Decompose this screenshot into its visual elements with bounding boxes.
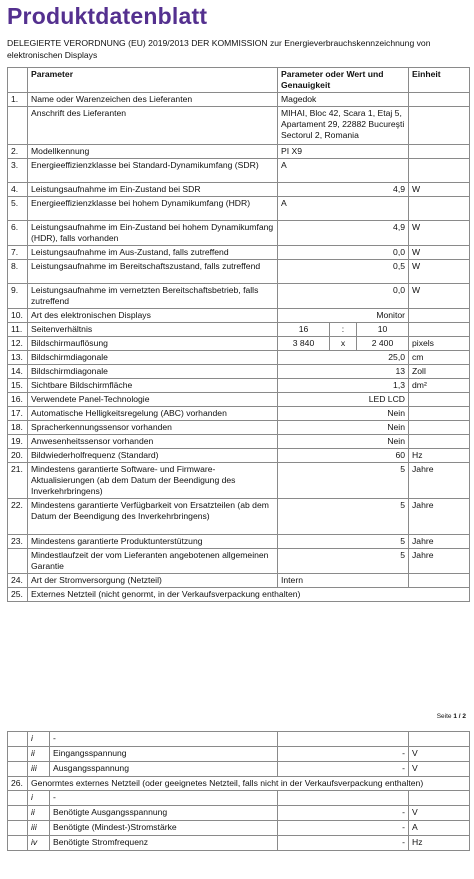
row-number: 4. (8, 183, 28, 197)
row-unit: Jahre (409, 549, 470, 574)
row-number (8, 836, 28, 851)
sub-r: iii (28, 821, 50, 836)
row-number: 2. (8, 145, 28, 159)
sub-r: iv (28, 836, 50, 851)
sub-row (8, 806, 470, 821)
row-unit: pixels (409, 337, 470, 351)
ratio-values (278, 337, 408, 350)
sub-value (278, 732, 409, 747)
row-number: 11. (8, 323, 28, 337)
table-row (8, 260, 470, 284)
page-label: Seite (436, 713, 452, 720)
ratio-values (278, 323, 408, 336)
row-number: 23. (8, 535, 28, 549)
row-number: 22. (8, 499, 28, 535)
sub-value: - (278, 747, 409, 762)
row-number: 1. (8, 93, 28, 107)
table-row (8, 183, 470, 197)
row-parameter: Energieeffizienzklasse bei hohem Dynamikumfang (HDR) (28, 197, 278, 221)
table-row (8, 309, 470, 323)
row-parameter: Automatische Helligkeitsregelung (ABC) vorhanden (28, 407, 278, 421)
row-parameter: Seitenverhältnis (28, 323, 278, 337)
table-row (8, 145, 470, 159)
page-title: Produktdatenblatt (7, 3, 208, 29)
row-parameter: Art des elektronischen Displays (28, 309, 278, 323)
row-number (8, 791, 28, 806)
sub-param: - (50, 732, 278, 747)
sub-r: ii (28, 747, 50, 762)
row-unit: cm (409, 351, 470, 365)
table-row (8, 421, 470, 435)
row-number: 16. (8, 393, 28, 407)
row-unit (409, 574, 470, 588)
row-parameter: Mindestlaufzeit der vom Lieferanten angebotenen allgemeinen Garantie (28, 549, 278, 574)
row-unit: W (409, 221, 470, 246)
row-value: PI X9 (278, 145, 409, 159)
row-unit: Hz (409, 449, 470, 463)
row-parameter: Name oder Warenzeichen des Lieferanten (28, 93, 278, 107)
table-row (8, 407, 470, 421)
product-data-table (7, 67, 470, 602)
regulation-subtitle: DELEGIERTE VERORDNUNG (EU) 2019/2013 DER KOMMISSION zur Energieverbrauchskennzeichnung von elektronischen Displays (7, 38, 431, 60)
row-parameter: Bildschirmauflösung (28, 337, 278, 351)
value-v1: 16 (298, 324, 309, 334)
table-row (8, 535, 470, 549)
value-v2: 10 (377, 324, 388, 334)
row-number: 10. (8, 309, 28, 323)
row-value (278, 337, 409, 351)
row-parameter: Leistungsaufnahme im Bereitschaftszustand, falls zutreffend (28, 260, 278, 284)
sub-value: - (278, 806, 409, 821)
table-row (8, 393, 470, 407)
row-unit: W (409, 260, 470, 284)
header-parameter: Parameter (28, 68, 278, 93)
row-unit: W (409, 246, 470, 260)
table-row (8, 449, 470, 463)
row-unit (409, 159, 470, 183)
row-unit (409, 145, 470, 159)
table-row (8, 777, 470, 791)
row-number (8, 762, 28, 777)
table-row (8, 107, 470, 145)
table-row (8, 365, 470, 379)
row-value: 4,9 (278, 221, 409, 246)
row-unit (409, 393, 470, 407)
power-supply-table (7, 731, 470, 851)
row-number: 17. (8, 407, 28, 421)
sub-row (8, 732, 470, 747)
table-row (8, 221, 470, 246)
row-value: Monitor (278, 309, 409, 323)
row-unit (409, 421, 470, 435)
row-parameter: Anschrift des Lieferanten (28, 107, 278, 145)
sub-param: Ausgangsspannung (50, 762, 278, 777)
row-unit (409, 407, 470, 421)
sub-unit: V (409, 762, 470, 777)
value-sep: : (329, 323, 357, 336)
row-parameter: Verwendete Panel-Technologie (28, 393, 278, 407)
table-row (8, 588, 470, 602)
row-number (8, 107, 28, 145)
sub-row (8, 821, 470, 836)
row-parameter: Mindestens garantierte Verfügbarkeit von Ersatzteilen (ab dem Datum der Beendigung des Inverkehrbringens) (28, 499, 278, 535)
table-row (8, 337, 470, 351)
row-parameter: Bildschirmdiagonale (28, 365, 278, 379)
header-unit: Einheit (409, 68, 470, 93)
row-value: Nein (278, 407, 409, 421)
row-number (8, 821, 28, 836)
sub-unit (409, 732, 470, 747)
table-row (8, 379, 470, 393)
table-row (8, 549, 470, 574)
sub-r: ii (28, 806, 50, 821)
row-unit: Jahre (409, 535, 470, 549)
row-number: 18. (8, 421, 28, 435)
row-unit (409, 323, 470, 337)
sub-unit: A (409, 821, 470, 836)
row-parameter: Spracherkennungssensor vorhanden (28, 421, 278, 435)
row-parameter: Mindestens garantierte Produktunterstützung (28, 535, 278, 549)
row-value: 60 (278, 449, 409, 463)
sub-value: - (278, 821, 409, 836)
page-number (437, 713, 466, 720)
table-row (8, 499, 470, 535)
sub-unit (409, 791, 470, 806)
row-value: A (278, 197, 409, 221)
row-unit (409, 197, 470, 221)
row-number: 21. (8, 463, 28, 499)
row-unit: Zoll (409, 365, 470, 379)
header-number (8, 68, 28, 93)
row-value: Magedok (278, 93, 409, 107)
row-value: 5 (278, 463, 409, 499)
row-number (8, 806, 28, 821)
table-row (8, 284, 470, 309)
row-number: 8. (8, 260, 28, 284)
row-unit: Jahre (409, 499, 470, 535)
row-parameter: Leistungsaufnahme im Aus-Zustand, falls zutreffend (28, 246, 278, 260)
value-v1: 3 840 (292, 338, 315, 348)
row-parameter: Genormtes externes Netzteil (oder geeignetes Netzteil, falls nicht in der Verkaufsverpackung enthalten) (28, 777, 470, 791)
table-row (8, 323, 470, 337)
sub-r: i (28, 732, 50, 747)
table-row (8, 197, 470, 221)
row-number: 20. (8, 449, 28, 463)
sub-value (278, 791, 409, 806)
row-value: 25,0 (278, 351, 409, 365)
table-header-row (8, 68, 470, 93)
row-value: LED LCD (278, 393, 409, 407)
sub-unit: V (409, 806, 470, 821)
value-sep: x (329, 337, 357, 350)
table-row (8, 463, 470, 499)
sub-param: Eingangsspannung (50, 747, 278, 762)
row-unit: W (409, 183, 470, 197)
sub-row (8, 762, 470, 777)
sub-row (8, 747, 470, 762)
row-number: 25. (8, 588, 28, 602)
row-number: 7. (8, 246, 28, 260)
row-number: 13. (8, 351, 28, 365)
row-value: 0,0 (278, 284, 409, 309)
table-row (8, 351, 470, 365)
table-row (8, 574, 470, 588)
row-value: Intern (278, 574, 409, 588)
table-row (8, 159, 470, 183)
sub-param: Benötigte Ausgangsspannung (50, 806, 278, 821)
row-number: 19. (8, 435, 28, 449)
row-value: 13 (278, 365, 409, 379)
row-value: Nein (278, 435, 409, 449)
row-parameter: Leistungsaufnahme im Ein-Zustand bei hohem Dynamikumfang (HDR), falls vorhanden (28, 221, 278, 246)
sub-unit: V (409, 747, 470, 762)
row-parameter: Art der Stromversorgung (Netzteil) (28, 574, 278, 588)
value-v2: 2 400 (371, 338, 394, 348)
row-value: MIHAI, Bloc 42, Scara 1, Etaj 5, Apartament 29, 22882 Bucureşti Sectorul 2, Romania (278, 107, 409, 145)
row-number: 24. (8, 574, 28, 588)
row-value: 4,9 (278, 183, 409, 197)
row-unit (409, 107, 470, 145)
sub-r: iii (28, 762, 50, 777)
sub-param: Benötigte Stromfrequenz (50, 836, 278, 851)
row-parameter: Leistungsaufnahme im Ein-Zustand bei SDR (28, 183, 278, 197)
row-value: Nein (278, 421, 409, 435)
row-number: 15. (8, 379, 28, 393)
row-number (8, 747, 28, 762)
row-number: 12. (8, 337, 28, 351)
row-value: 1,3 (278, 379, 409, 393)
row-parameter: Externes Netzteil (nicht genormt, in der Verkaufsverpackung enthalten) (28, 588, 470, 602)
row-parameter: Mindestens garantierte Software- und Firmware-Aktualisierungen (ab dem Datum der Beendigung des Inverkehrbringens) (28, 463, 278, 499)
sub-unit: Hz (409, 836, 470, 851)
sub-value: - (278, 836, 409, 851)
sub-value: - (278, 762, 409, 777)
sub-r: i (28, 791, 50, 806)
row-number: 14. (8, 365, 28, 379)
row-parameter: Bildwiederholfrequenz (Standard) (28, 449, 278, 463)
sub-param: - (50, 791, 278, 806)
row-parameter: Anwesenheitssensor vorhanden (28, 435, 278, 449)
page-count: 1 / 2 (453, 713, 466, 720)
row-value: 5 (278, 499, 409, 535)
table-row (8, 93, 470, 107)
row-parameter: Sichtbare Bildschirmfläche (28, 379, 278, 393)
row-unit: Jahre (409, 463, 470, 499)
sub-param: Benötigte (Mindest-)Stromstärke (50, 821, 278, 836)
header-value: Parameter oder Wert und Genauigkeit (278, 68, 409, 93)
row-parameter: Bildschirmdiagonale (28, 351, 278, 365)
row-parameter: Energieeffizienzklasse bei Standard-Dynamikumfang (SDR) (28, 159, 278, 183)
row-parameter: Modellkennung (28, 145, 278, 159)
row-value: 0,0 (278, 246, 409, 260)
row-number (8, 549, 28, 574)
sub-row (8, 791, 470, 806)
row-value: 0,5 (278, 260, 409, 284)
row-unit (409, 435, 470, 449)
row-value (278, 323, 409, 337)
row-number: 5. (8, 197, 28, 221)
row-value: 5 (278, 535, 409, 549)
row-parameter: Leistungsaufnahme im vernetzten Bereitschaftsbetrieb, falls zutreffend (28, 284, 278, 309)
row-unit (409, 93, 470, 107)
row-value: 5 (278, 549, 409, 574)
row-unit (409, 309, 470, 323)
row-unit: dm² (409, 379, 470, 393)
row-number: 26. (8, 777, 28, 791)
sub-row (8, 836, 470, 851)
table-row (8, 435, 470, 449)
row-number: 3. (8, 159, 28, 183)
table-row (8, 246, 470, 260)
row-unit: W (409, 284, 470, 309)
row-number (8, 732, 28, 747)
row-number: 6. (8, 221, 28, 246)
row-value: A (278, 159, 409, 183)
row-number: 9. (8, 284, 28, 309)
